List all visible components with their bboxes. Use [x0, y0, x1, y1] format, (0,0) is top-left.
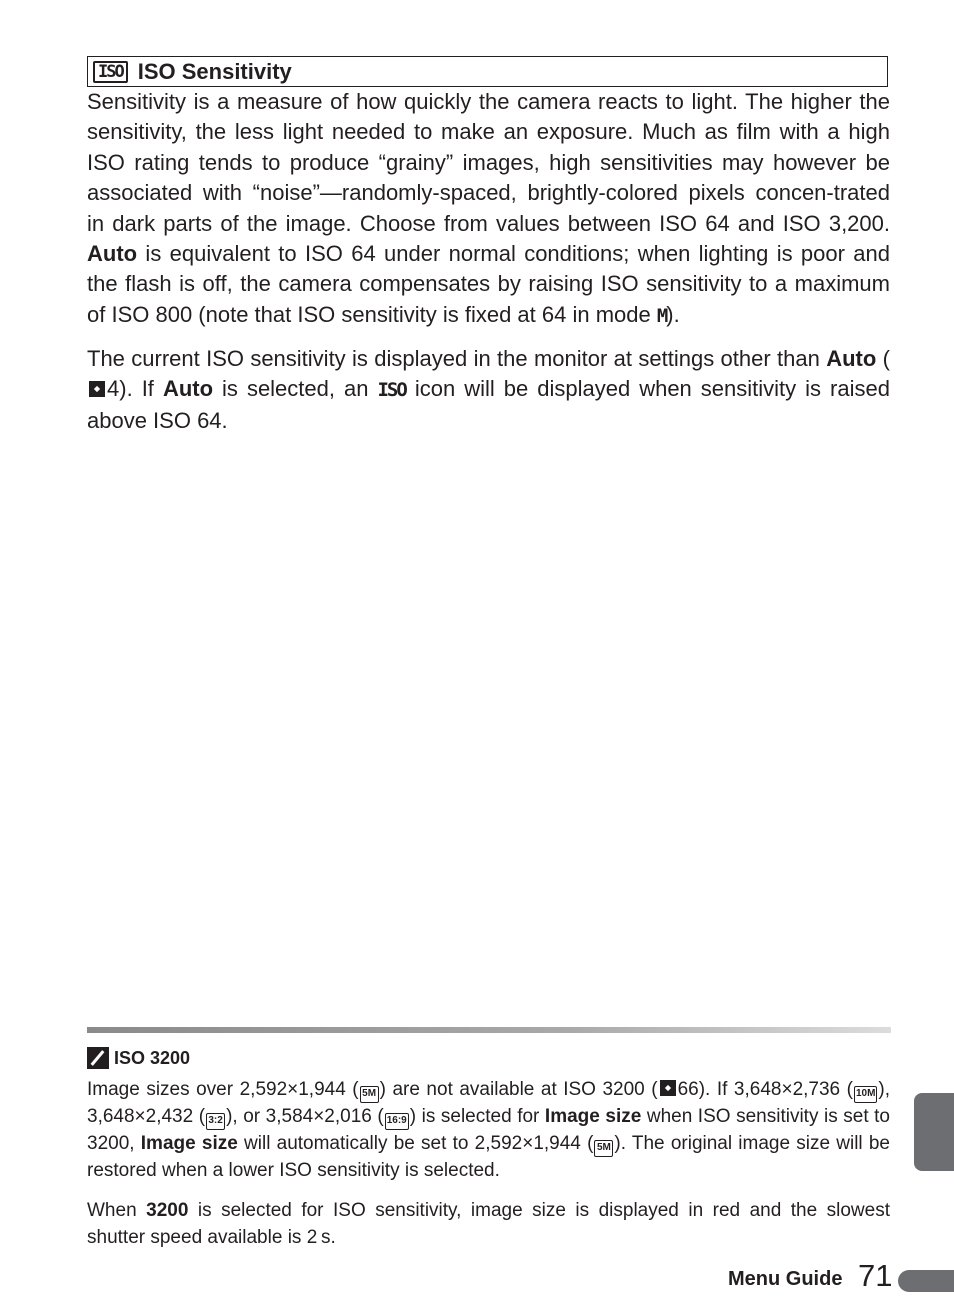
page-reference-icon [89, 381, 105, 397]
page-number: 71 [858, 1258, 893, 1293]
text-run: Sensitivity is a measure of how quickly the camera reacts to light. The higher the sensitivity, the less light needed to make an exposure. Much as film with a high ISO rating tends to produce “grainy” images, high sensitivities may however be associated with “noise”—randomly-spaced, brightly-colored pixels concen-trated in dark parts of the image. Choose from values between ISO 64 and ISO 3,200. [87, 89, 890, 236]
page-reference-icon [660, 1080, 676, 1096]
image-size-term: Image size [140, 1133, 238, 1154]
image-size-16-9-icon: 16:9 [385, 1113, 409, 1130]
text-run: is selected for ISO sensitivity, image size is displayed in red and the slowest shutter speed available is 2 s. [87, 1200, 890, 1248]
note-title: ISO 3200 [114, 1047, 191, 1068]
text-run: ). If [119, 376, 163, 402]
pencil-note-icon [87, 1047, 109, 1069]
page-reference: 4 [107, 376, 120, 402]
text-run: when ISO sensitivity is set to 3200, [87, 1106, 890, 1154]
note-divider [87, 1027, 891, 1033]
section-header [87, 56, 888, 87]
iso-display-icon: ISO [377, 379, 406, 402]
page-tab-marker [898, 1270, 954, 1292]
iso-icon: ISO [93, 61, 128, 83]
text-run: is selected, an [213, 376, 378, 402]
note-heading [87, 1047, 190, 1069]
text-run: The current ISO sensitivity is displayed in the monitor at settings other than [87, 346, 827, 371]
text-run: When [87, 1200, 147, 1221]
note-paragraph [87, 1076, 890, 1184]
section-title: ISO Sensitivity [137, 58, 292, 84]
image-size-10m-icon: 10M [854, 1086, 877, 1103]
image-size-3-2-icon: 3:2 [206, 1113, 225, 1130]
text-run: ) are not available at ISO 3200 ( [379, 1079, 658, 1100]
image-size-5m-icon: 5M [360, 1086, 379, 1103]
chapter-tab [914, 1093, 954, 1171]
text-run: ). If 3,648×2,736 ( [698, 1079, 853, 1100]
text-run: icon will be displayed when sensitivity is raised above ISO 64. [87, 376, 890, 433]
note-paragraph [87, 1197, 890, 1251]
text-run: ), or 3,584×2,016 ( [226, 1106, 384, 1127]
iso-value-term: 3200 [146, 1200, 189, 1221]
text-run: ). The original image size will be restored when a lower ISO sensitivity is selected. [87, 1133, 890, 1181]
text-run: will automatically be set to 2,592×1,944 ( [237, 1133, 594, 1154]
display-paragraph [87, 344, 890, 436]
text-run: is equivalent to ISO 64 under normal conditions; when lighting is poor and the flash is off, the camera compensates by raising ISO sensitivity to a maximum of ISO 800 (note that ISO sensitivity is fixed at 64 in mode [87, 241, 890, 327]
text-run: ). [666, 301, 680, 327]
intro-paragraph [87, 87, 890, 331]
text-run: ) is selected for [409, 1106, 545, 1127]
text-run: ), 3,648×2,432 ( [87, 1079, 891, 1127]
auto-term: Auto [162, 376, 214, 402]
mode-m-icon: M [656, 304, 667, 327]
auto-term: Auto [87, 241, 138, 267]
text-run: ( [876, 346, 890, 371]
image-size-term: Image size [544, 1106, 642, 1127]
image-size-5m-icon: 5M [594, 1140, 613, 1157]
auto-term: Auto [826, 346, 877, 371]
footer-section-label: Menu Guide [728, 1268, 843, 1290]
text-run: Image sizes over 2,592×1,944 ( [87, 1079, 359, 1100]
page-reference: 66 [677, 1079, 699, 1100]
